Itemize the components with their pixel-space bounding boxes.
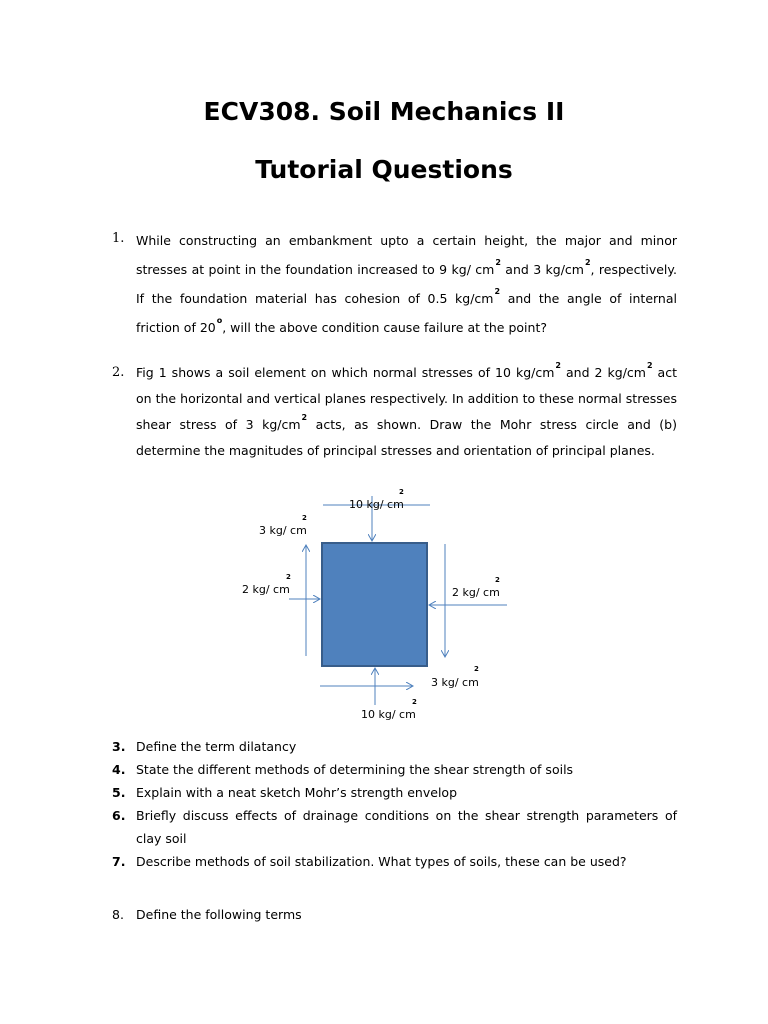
q1-exponent: 2 (494, 287, 501, 296)
question-2-number: 2. (112, 365, 125, 380)
list-item (112, 758, 677, 781)
left-normal-label: 2 kg/ cm (242, 583, 290, 596)
exponent-label: 2 (495, 576, 500, 584)
q2-exponent: 2 (301, 413, 308, 422)
q1-text-part: , will the above condition cause failure at the point? (222, 320, 547, 335)
question-1-text (136, 226, 677, 342)
list-item (112, 804, 677, 850)
q1-exponent: 2 (495, 258, 501, 267)
list-item-number: 6. (112, 808, 126, 823)
q2-text-part: acts, as shown. Draw the Mohr stress circle and (b) determine the magnitudes of principal stresses and orientation of principal planes. (136, 417, 677, 458)
page-subtitle: Tutorial Questions (255, 155, 513, 184)
list-item-text: Define the following terms (136, 907, 302, 922)
exponent-label: 2 (286, 573, 291, 581)
soil-element-block (322, 543, 427, 666)
list-item-number: 7. (112, 854, 126, 869)
top-normal-label: 10 kg/ cm (349, 498, 404, 511)
question-2-text (136, 360, 677, 464)
q2-exponent: 2 (646, 361, 653, 370)
list-item-text: Describe methods of soil stabilization. What types of soils, these can be used? (136, 854, 627, 869)
q2-exponent: 2 (555, 361, 561, 370)
list-item-text: Define the term dilatancy (136, 739, 297, 754)
list-item-number: 5. (112, 785, 126, 800)
list-item-text: State the different methods of determining the shear strength of soils (136, 762, 574, 777)
list-item-text: Briefly discuss effects of drainage conditions on the shear strength parameters of clay soil (136, 808, 677, 846)
exponent-label: 2 (302, 514, 307, 522)
question-1-number: 1. (112, 231, 125, 246)
q1-exponent: 2 (584, 258, 591, 267)
soil-element-figure (230, 478, 530, 728)
q2-text-part: and 2 kg/cm (560, 365, 646, 380)
exponent-label: 2 (399, 488, 404, 496)
question-8 (112, 903, 677, 926)
list-item-number: 3. (112, 739, 126, 754)
q1-text-part: , respectively. If the foundation material has cohesion of 0.5 kg/cm (136, 262, 677, 306)
right-normal-label: 2 kg/ cm (452, 586, 500, 599)
exponent-label: 2 (474, 665, 479, 673)
figure-svg (230, 478, 530, 728)
course-title: ECV308. Soil Mechanics II (203, 97, 565, 126)
list-item-number: 8. (112, 907, 124, 922)
list-item-number: 4. (112, 762, 126, 777)
q1-text-part: While constructing an embankment upto a certain height, the major and minor stresses at point in the foundation increased to 9 kg/ cm (136, 233, 677, 277)
list-item-text: Explain with a neat sketch Mohr’s strength envelop (136, 785, 458, 800)
list-item (112, 735, 677, 758)
list-item (112, 903, 677, 926)
q1-text-part: and the angle of internal friction of 20 (136, 291, 677, 335)
exponent-label: 2 (412, 698, 417, 706)
top-shear-label: 3 kg/ cm (259, 524, 307, 537)
q2-text-part: Fig 1 shows a soil element on which normal stresses of 10 kg/cm (136, 365, 555, 380)
q2-text-part: act on the horizontal and vertical planes respectively. In addition to these normal stresses shear stress of 3 kg/cm (136, 365, 677, 432)
list-item (112, 781, 677, 804)
q1-text-part: and 3 kg/cm (500, 262, 584, 277)
bottom-shear-label: 3 kg/ cm (431, 676, 479, 689)
q1-degree-symbol: o (216, 316, 223, 325)
list-item (112, 850, 677, 873)
question-list (112, 735, 677, 873)
bottom-normal-label: 10 kg/ cm (361, 708, 416, 721)
